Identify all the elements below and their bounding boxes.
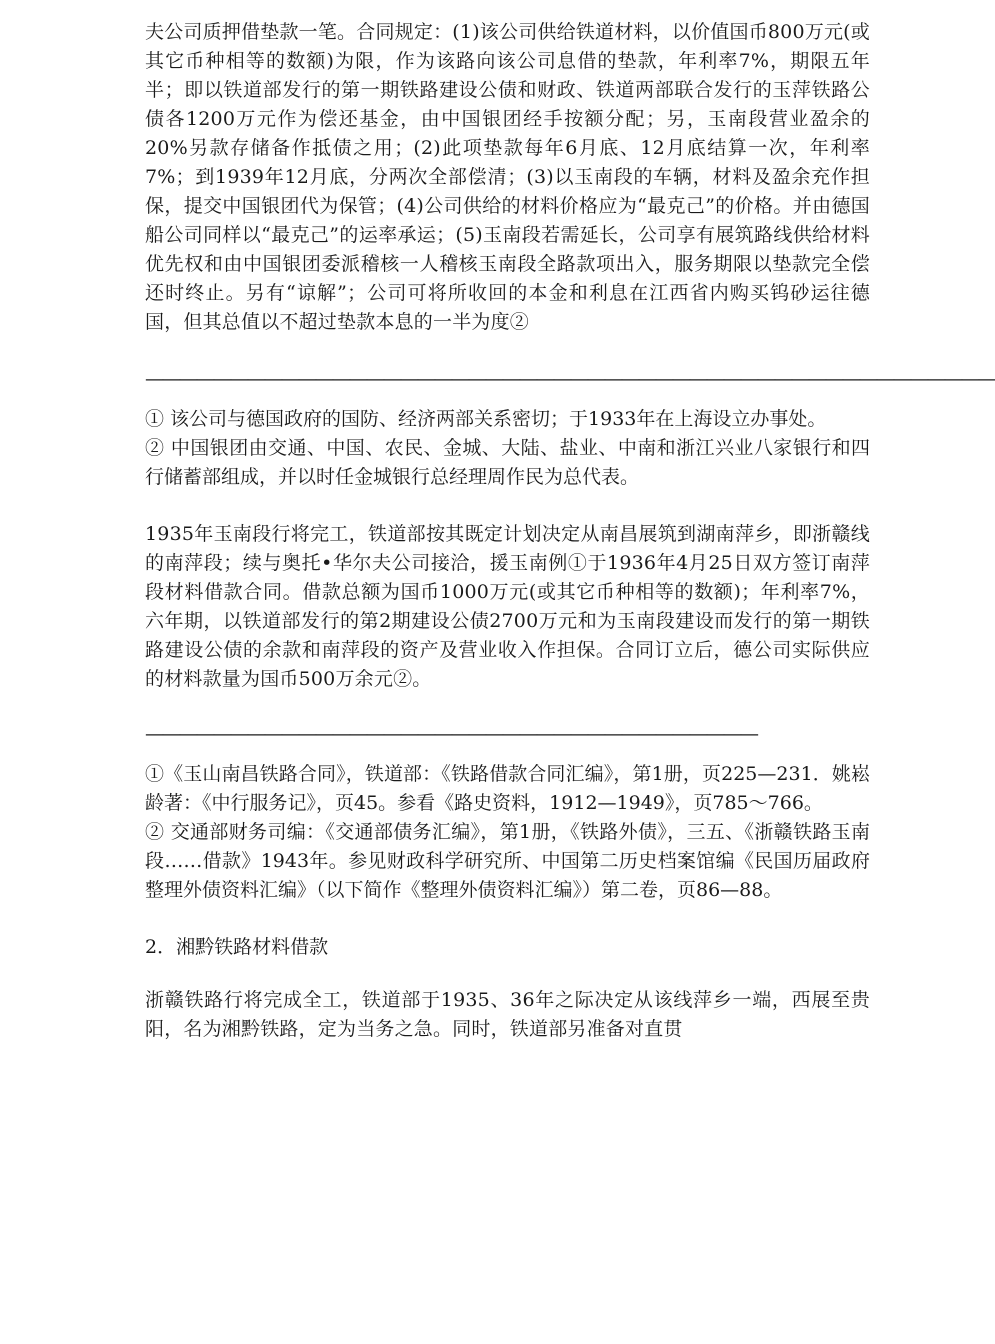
section-heading: 2．湘黔铁路材料借款	[145, 936, 329, 958]
body-paragraph-2: 1935年玉南段行将完工，铁道部按其既定计划决定从南昌展筑到湖南萍乡，即浙赣线的南萍段；续与奥托•华尔夫公司接洽，援玉南例①于1936年4月25日双方签订南萍段材料借款合同。借款总额为国币1000万元(或其它币种相等的数额)；年利率7%，六年期，以铁道部发行的第2期建设公债2700万元和为玉南段建设而发行的第一期铁路建设公债的余款和南萍段的资产及营业收入作担保。合同订立后，德公司实际供应的材料款量为国币500万余元②。	[145, 523, 870, 690]
footnote-1-2: ② 中国银团由交通、中国、农民、金城、大陆、盐业、中南和浙江兴业八家银行和四行储蓄部组成，并以时任金城银行总经理周作民为总代表。	[145, 437, 870, 488]
footnote-2-1: ①《玉山南昌铁路合同》，铁道部：《铁路借款合同汇编》，第1册，页225—231．姚崧龄著：《中行服务记》，页45。参看《路史资料，1912—1949》，页785～766。	[145, 763, 870, 814]
footnote-separator-2: ————————————————————————————————————	[145, 723, 757, 745]
body-paragraph-3: 浙赣铁路行将完成全工，铁道部于1935、36年之际决定从该线萍乡一端，西展至贵阳，名为湘黔铁路，定为当务之急。同时，铁道部另准备对直贯	[145, 989, 870, 1040]
footnote-1-1: ① 该公司与德国政府的国防、经济两部关系密切；于1933年在上海设立办事处。	[145, 408, 827, 430]
footnote-2-2: ② 交通部财务司编：《交通部债务汇编》，第1册，《铁路外债》，三五、《浙赣铁路玉南段……借款》1943年。参见财政科学研究所、中国第二历史档案馆编《民国历届政府整理外债资料汇编》（以下简作《整理外债资料汇编》）第二卷，页86—88。	[145, 821, 870, 901]
footnote-separator-1: ——————————————————————————————————————————————————	[145, 368, 995, 390]
body-paragraph-1: 夫公司质押借垫款一笔。合同规定：(1)该公司供给铁道材料，以价值国币800万元(或其它币种相等的数额)为限，作为该路向该公司息借的垫款，年利率7%，期限五年半；即以铁道部发行的第一期铁路建设公债和财政、铁道两部联合发行的玉萍铁路公债各1200万元作为偿还基金，由中国银团经手按额分配；另，玉南段营业盈余的20%另款存储备作抵债之用；(2)此项垫款每年6月底、12月底结算一次，年利率7%；到1939年12月底，分两次全部偿清；(3)以玉南段的车辆，材料及盈余充作担保，提交中国银团代为保管；(4)公司供给的材料价格应为“最克己”的价格。并由德国船公司同样以“最克己”的运率承运；(5)玉南段若需延长，公司享有展筑路线供给材料优先权和由中国银团委派稽核一人稽核玉南段全路款项出入，服务期限以垫款完全偿还时终止。另有“谅解”；公司可将所收回的本金和利息在江西省内购买钨砂运往德国，但其总值以不超过垫款本息的一半为度②	[145, 21, 870, 333]
document-page	[145, 18, 995, 1044]
